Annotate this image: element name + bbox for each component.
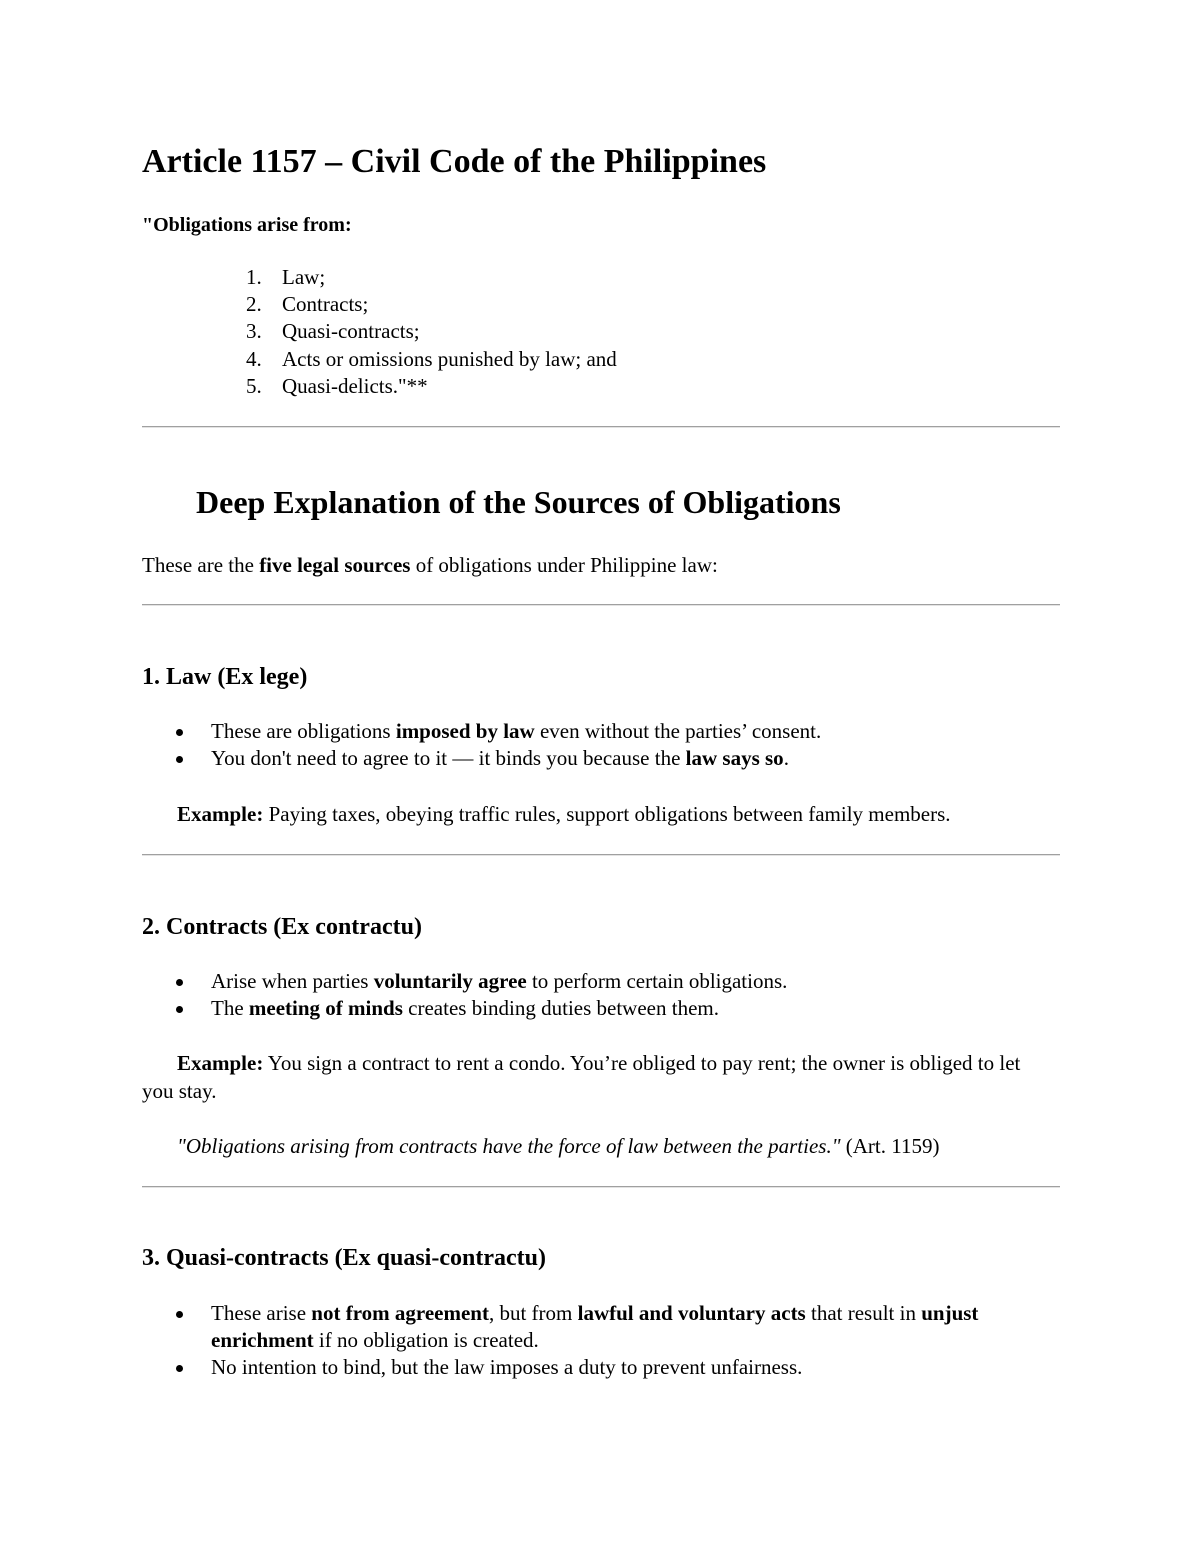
section-heading-contracts: 2. Contracts (Ex contractu) [142,914,422,940]
bullet-icon [176,729,183,736]
list-number: 3. [246,319,262,344]
list-item: The meeting of minds creates binding duties between them. [142,995,1060,1022]
list-number: 4. [246,346,262,371]
bullet-icon [176,979,183,986]
contracts-example: Example: You sign a contract to rent a condo. You’re obliged to pay rent; the owner is obliged to let you stay. [142,1051,1021,1103]
bullet-icon [176,1365,183,1372]
list-item [142,264,617,291]
list-item: These arise not from agreement, but from lawful and voluntary acts that result in unjust enrichment if no obligation is created. [142,1300,1022,1354]
section-heading-quasi-contracts: 3. Quasi-contracts (Ex quasi-contractu) [142,1245,546,1271]
horizontal-rule [142,1186,1060,1188]
section-heading-law: 1. Law (Ex lege) [142,664,308,690]
law-example: Example: Paying taxes, obeying traffic rules, support obligations between family members. [177,802,951,826]
article-intro: "Obligations arise from: [142,214,352,236]
contracts-bullets [142,968,1060,1022]
horizontal-rule [142,854,1060,856]
list-text: Quasi-contracts; [282,319,420,344]
sources-list [142,264,617,400]
list-number: 5. [246,373,262,398]
explanation-intro: These are the five legal sources of obligations under Philippine law: [142,553,718,577]
quasi-bullets [142,1300,1022,1381]
list-text: Law; [282,265,326,289]
article-title: Article 1157 – Civil Code of the Philippines [142,143,767,180]
list-number: 2. [246,292,262,317]
list-text: Quasi-delicts."** [282,373,428,398]
contracts-quote: "Obligations arising from contracts have the force of law between the parties." (Art. 1159) [177,1134,940,1158]
list-item [142,346,617,373]
list-item: No intention to bind, but the law imposes a duty to prevent unfairness. [142,1354,1022,1381]
bullet-icon [176,1311,183,1318]
bullet-icon [176,756,183,763]
list-item [142,373,617,400]
list-number: 1. [246,265,262,289]
list-text: Acts or omissions punished by law; and [282,346,617,371]
horizontal-rule [142,426,1060,428]
explanation-heading: Deep Explanation of the Sources of Obligations [196,484,841,520]
list-text: Contracts; [282,292,369,317]
list-item [142,318,617,345]
list-item: You don't need to agree to it — it binds you because the law says so. [142,745,1060,772]
list-item [142,291,617,318]
horizontal-rule [142,604,1060,606]
law-bullets [142,718,1060,772]
bullet-icon [176,1006,183,1013]
list-item: These are obligations imposed by law even without the parties’ consent. [142,718,1060,745]
list-item: Arise when parties voluntarily agree to perform certain obligations. [142,968,1060,995]
